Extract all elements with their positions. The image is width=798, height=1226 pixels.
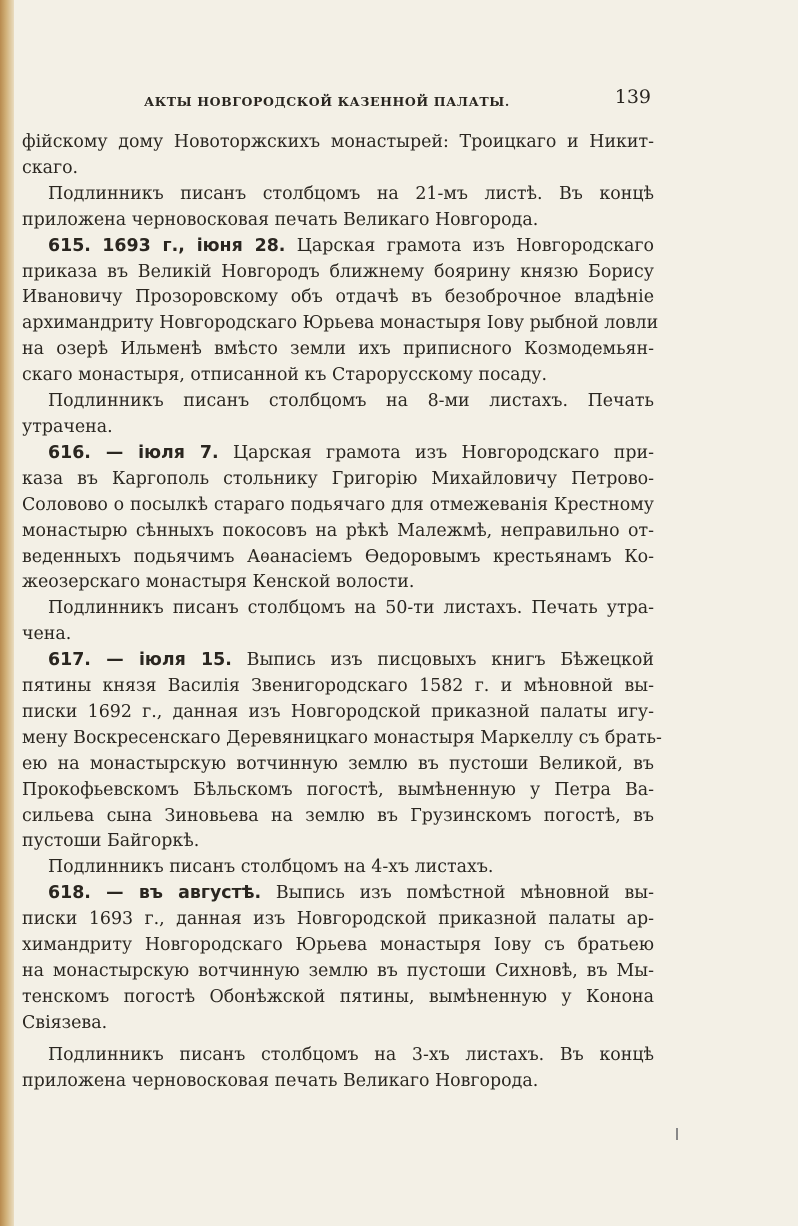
text-line: на озерѣ Ильменѣ вмѣсто земли ихъ приписного Козмодемьян- (22, 339, 654, 360)
entry-number: 616. (48, 442, 91, 463)
book-spine-edge (0, 0, 14, 1226)
text-line: Подлинникъ писанъ столбцомъ на 4-хъ листахъ. (48, 857, 494, 878)
entry-616-heading: 616. — іюля 7. Царская грамота изъ Новгородскаго при- (48, 442, 654, 463)
text-line: чена. (22, 624, 72, 645)
text-line: фійскому дому Новоторжскихъ монастырей: Троицкаго и Никит- (22, 132, 654, 152)
running-title: АКТЫ НОВГОРОДСКОЙ КАЗЕННОЙ ПАЛАТЫ. (144, 94, 510, 109)
text-line: писки 1693 г., данная изъ Новгородской приказной палаты ар- (22, 909, 654, 930)
text-line: пятины князя Василія Звенигородскаго 1582 г. и мѣновной вы- (22, 676, 654, 697)
text-line: Подлинникъ писанъ столбцомъ на 21-мъ листѣ. Въ концѣ (48, 183, 654, 204)
text-line: тенскомъ погостѣ Обонѣжской пятины, вымѣненную у Конона (22, 986, 654, 1007)
body-text (22, 130, 662, 1095)
entry-615-heading: 615. 1693 г., іюня 28. Царская грамота изъ Новгородскаго (48, 235, 654, 256)
text-line: пустоши Байгоркѣ. (22, 831, 200, 852)
text-line: приказа въ Великій Новгородъ ближнему боярину князю Борису (22, 261, 654, 282)
margin-mark (676, 1128, 678, 1140)
entry-number: 615. (48, 235, 91, 256)
text-line: Прокофьевскомъ Бѣльскомъ погостѣ, вымѣненную у Петра Ва- (22, 779, 654, 800)
entry-618-heading: 618. — въ августѣ. Выпись изъ помѣстной мѣновной вы- (48, 883, 654, 904)
entry-date: — въ августѣ. (90, 883, 262, 904)
text-line: скаго. (22, 157, 79, 178)
entry-number: 618. (48, 883, 91, 904)
text-line: химандриту Новгородскаго Юрьева монастыря Іову съ братьею (22, 935, 654, 956)
text-line: Ивановичу Прозоровскому объ отдачѣ въ безоброчное владѣніе (22, 287, 654, 308)
entry-date: — іюля 15. (90, 650, 232, 671)
text-line: скаго монастыря, отписанной къ Старорусскому посаду. (22, 365, 548, 386)
text-line: мену Воскресенскаго Деревяницкаго монастыря Маркеллу съ брать- (22, 727, 662, 748)
document-page (22, 86, 662, 1091)
text-line: Свіязева. (22, 1012, 108, 1033)
running-header (22, 86, 654, 116)
text-line: писки 1692 г., данная изъ Новгородской приказной палаты игу- (22, 701, 654, 722)
text-line: жеозерскаго монастыря Кенской волости. (22, 572, 415, 593)
text-line: монастырю сѣнныхъ покосовъ на рѣкѣ Малежмѣ, неправильно от- (22, 520, 654, 541)
entry-617-heading: 617. — іюля 15. Выпись изъ писцовыхъ книгъ Бѣжецкой (48, 650, 654, 671)
text-line: Соловово о посылкѣ стараго подьячаго для отмежеванія Крестному (22, 494, 654, 515)
text-line: каза въ Каргополь стольнику Григорію Михайловичу Петрово- (22, 468, 654, 489)
entry-date: — іюля 7. (90, 442, 219, 463)
text-line: Подлинникъ писанъ столбцомъ на 50-ти листахъ. Печать утра- (48, 598, 654, 619)
text-line: на монастырскую вотчинную землю въ пустоши Сихновѣ, въ Мы- (22, 961, 654, 981)
entry-date: 1693 г., іюня 28. (102, 235, 286, 256)
text-line: сильева сына Зиновьева на землю въ Грузинскомъ погостѣ, въ (22, 805, 654, 826)
text-line: архимандриту Новгородскаго Юрьева монастыря Іову рыбной ловли (22, 313, 659, 334)
text-line: приложена черновосковая печать Великаго Новгорода. (22, 1070, 539, 1091)
text-line: веденныхъ подьячимъ Аѳанасіемъ Ѳедоровымъ крестьянамъ Ко- (22, 546, 654, 567)
text-line: Подлинникъ писанъ столбцомъ на 3-хъ листахъ. Въ концѣ (48, 1044, 654, 1065)
text-line: утрачена. (22, 416, 113, 437)
text-line: Подлинникъ писанъ столбцомъ на 8-ми листахъ. Печать (48, 391, 654, 412)
text-line: приложена черновосковая печать Великаго Новгорода. (22, 209, 539, 230)
entry-number: 617. (48, 650, 91, 671)
text-line: ею на монастырскую вотчинную землю въ пустоши Великой, въ (22, 753, 654, 774)
page-number: 139 (614, 86, 651, 108)
